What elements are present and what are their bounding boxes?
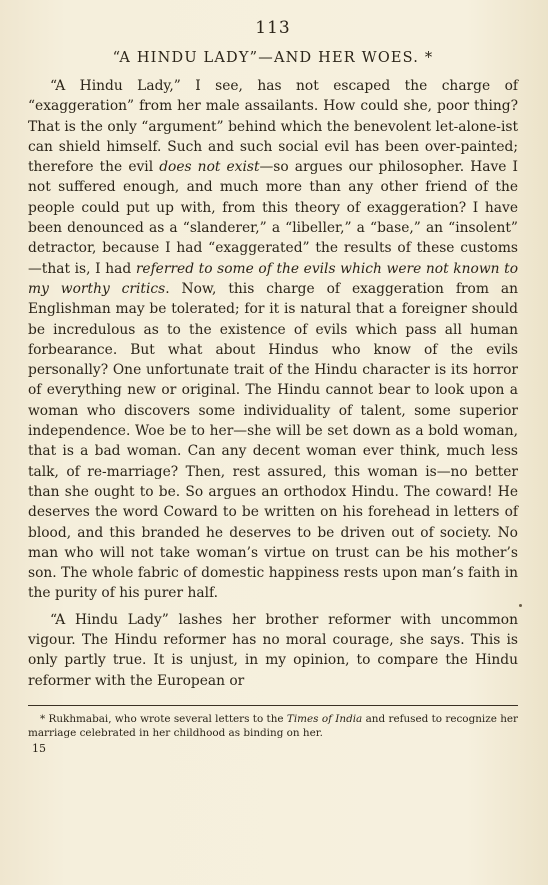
footnote-text: * Rukhmabai, who wrote several letters to the bbox=[40, 712, 287, 725]
italic-run: referred to some of the evils which were not known to my worthy critics bbox=[28, 260, 519, 297]
text-run: “A Hindu Lady,” I see, has not escaped the charge of “exaggeration” from her male assailants. How could she, poor thing? That is the only “argument” behind which the benevolent let-alone-ist can shield himself. Such and such social evil has been over-painted; therefore the evil bbox=[28, 78, 518, 176]
paragraph bbox=[28, 610, 518, 691]
text-run: —so argues our philosopher. Have I not suffered enough, and much more than any other friend of the people could put up with, from this theory of exaggeration? I have been denounced as a “slanderer,” a “libeller,” a “base,” an “insolent” detractor, because I had “exaggerated” the results of these customs—that is, I had bbox=[28, 159, 518, 277]
chapter-title: “A HINDU LADY”—AND HER WOES. * bbox=[112, 50, 434, 66]
text-run: “A Hindu Lady” lashes her brother reformer with uncommon vigour. The Hindu reformer has no moral courage, she says. This is only partly true. It is unjust, in my opinion, to compare the Hindu reformer with the European or bbox=[28, 611, 518, 689]
printer-signature-mark: 15 bbox=[32, 741, 46, 755]
footnote-italic: Times of India bbox=[286, 712, 363, 725]
footnote bbox=[28, 712, 518, 740]
footnote-text: and refused to recognize her marriage celebrated in her childhood as binding on her. bbox=[28, 712, 519, 739]
italic-run: does not exist bbox=[159, 159, 260, 176]
body-text bbox=[28, 76, 518, 691]
paragraph bbox=[28, 76, 518, 604]
text-run: . Now, this charge of exaggeration from an Englishman may be tolerated; for it is natural that a foreigner should be incredulous as to the existence of evils which pass all human forbearance. But what about Hindus who know of the evils personally? One unfortunate trait of the Hindu character is its horror of everything new or original. The Hindu cannot bear to look upon a woman who discovers some individuality of talent, some superior independence. Woe be to her—she will be set down as a bold woman, that is a bad woman. Can any decent woman ever think, much less talk, of re-marriage? Then, rest assured, this woman is—no better than she ought to be. So argues an orthodox Hindu. The coward! He deserves the word Coward to be written on his forehead in letters of blood, and this branded he deserves to be driven out of society. No man who will not take woman’s virtue on trust can be his mother’s son. The whole fabric of domestic happiness rests upon man’s faith in the purity of his purer half. bbox=[28, 280, 518, 602]
page-number: 113 bbox=[255, 18, 291, 38]
ink-speck bbox=[519, 604, 522, 607]
footnote-divider bbox=[28, 705, 518, 706]
